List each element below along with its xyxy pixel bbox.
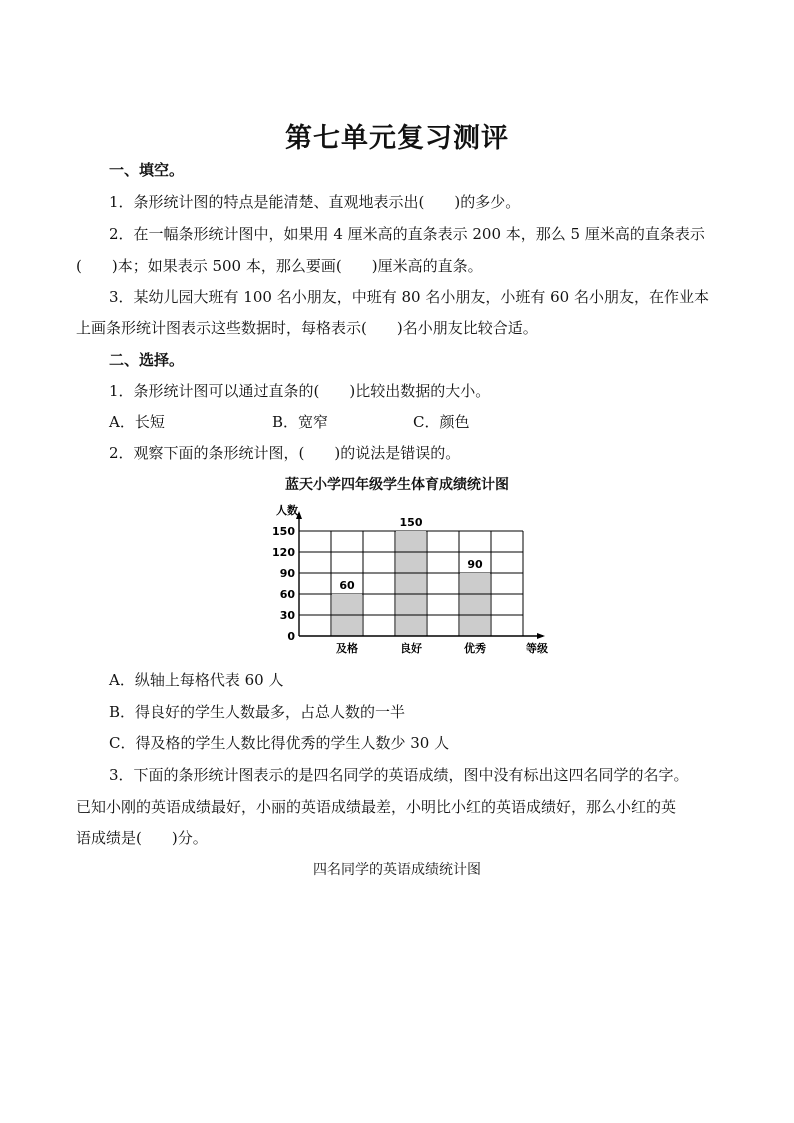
data-label: 60 [339,579,355,592]
bar-chart [0,496,794,666]
choice-q3-line3: 语成绩是( )分。 [76,829,208,847]
y-tick-label: 90 [279,567,295,580]
page-title: 第七单元复习测评 [285,123,509,154]
chart2-title: 四名同学的英语成绩统计图 [313,862,481,878]
data-label: 90 [467,558,483,571]
y-tick-label: 150 [272,525,295,538]
chart-title: 蓝天小学四年级学生体育成绩统计图 [285,477,509,493]
data-label: 150 [399,516,423,529]
x-axis-label: 等级 [526,642,548,655]
bar-3 [460,573,490,636]
choice-q2: 2．观察下面的条形统计图，( )的说法是错误的。 [109,444,461,462]
choice-q1-option-b: B．宽窄 [272,413,329,431]
fill-q2-line2: ( )本；如果表示 500 本，那么要画( )厘米高的直条。 [76,257,483,275]
choice-q1-option-c: C．颜色 [413,413,470,431]
choice-q3-line2: 已知小刚的英语成绩最好，小丽的英语成绩最差，小明比小红的英语成绩好，那么小红的英 [76,798,677,816]
choice-q2-option-a: A．纵轴上每格代表 60 人 [109,671,284,689]
section2-heading: 二、选择。 [109,351,185,369]
x-tick-label: 优秀 [464,642,486,655]
y-tick-label: 30 [279,609,295,622]
choice-q2-option-b: B．得良好的学生人数最多，占总人数的一半 [109,703,406,721]
x-tick-label: 良好 [400,642,422,655]
y-tick-label: 0 [287,630,295,643]
fill-q1: 1．条形统计图的特点是能清楚、直观地表示出( )的多少。 [109,193,521,211]
choice-q3-line1: 3．下面的条形统计图表示的是四名同学的英语成绩，图中没有标出这四名同学的名字。 [109,766,689,784]
choice-q1-option-a: A．长短 [109,413,165,431]
y-tick-label: 60 [279,588,295,601]
choice-q2-option-c: C．得及格的学生人数比得优秀的学生人数少 30 人 [109,734,450,752]
y-tick-label: 120 [272,546,295,559]
choice-q1: 1．条形统计图可以通过直条的( )比较出数据的大小。 [109,382,491,400]
fill-q3-line1: 3．某幼儿园大班有 100 名小朋友，中班有 80 名小朋友，小班有 60 名小朋友，在作业本 [109,288,709,306]
fill-q2-line1: 2．在一幅条形统计图中，如果用 4 厘米高的直条表示 200 本，那么 5 厘米高的直条表示 [109,225,705,243]
section1-heading: 一、填空。 [109,161,185,179]
x-tick-label: 及格 [336,642,358,655]
bar-2 [396,531,426,636]
x-axis-arrow [537,633,545,639]
y-axis-label: 人数 [276,504,298,517]
fill-q3-line2: 上画条形统计图表示这些数据时，每格表示( )名小朋友比较合适。 [76,319,538,337]
